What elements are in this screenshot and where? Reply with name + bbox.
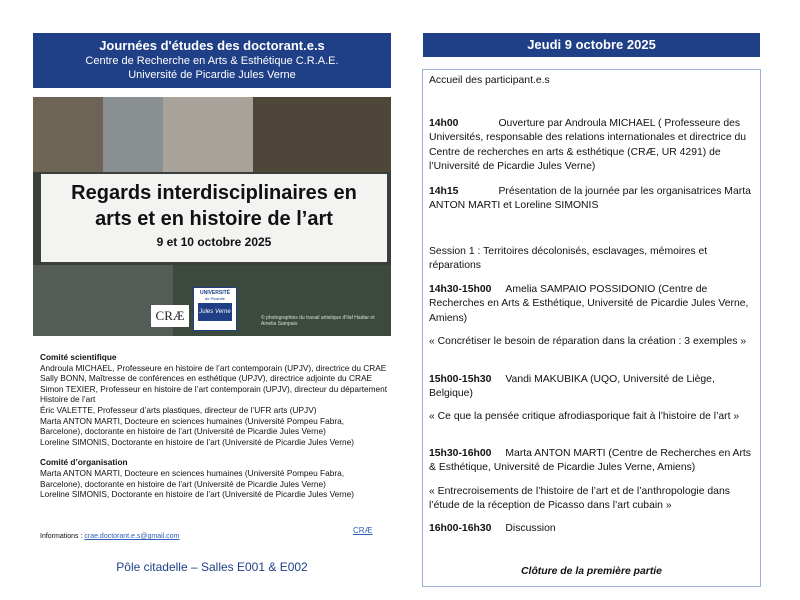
day-header: Jeudi 9 octobre 2025 <box>423 33 760 57</box>
committees <box>40 352 388 500</box>
closing-note: Clôture de la première partie <box>521 566 662 577</box>
contact-email-link[interactable]: crae.doctorant.e.s@gmail.com <box>84 533 180 540</box>
talk-speaker: Vandi MAKUBIKA (UQO, Université de Liège, Belgique) <box>429 374 715 400</box>
photo-fragment <box>103 97 163 172</box>
committee-member: Androula MICHAEL, Professeure en histoire de l’art contemporain (UPJV), directrice du CRAE <box>40 362 387 373</box>
committee-member: Loreline SIMONIS, Doctorante en histoire de l’art (Université de Picardie Jules Verne) <box>40 436 355 447</box>
venue: Pôle citadelle – Salles E001 & E002 <box>116 560 308 574</box>
banner-title-line2: arts et en histoire de l’art <box>95 208 333 230</box>
item-time: 14h00 <box>429 118 459 129</box>
crae-link[interactable]: CRÆ <box>353 526 373 535</box>
talk-title: « Entrecroisements de l’histoire de l’art et de l’anthropologie dans l’étude de la réception de Picasso dans l’art cubain » <box>429 486 730 512</box>
banner-title-line1: Regards interdisciplinaires en <box>71 182 357 204</box>
talk-time: 14h30-15h00 <box>429 284 492 295</box>
left-header <box>33 33 391 88</box>
committee-member: Loreline SIMONIS, Doctorante en histoire de l’art (Université de Picardie Jules Verne) <box>40 489 355 500</box>
committee-member: Éric VALETTE, Professeur d’arts plastiques, directeur de l’UFR arts (UPJV) <box>40 404 317 415</box>
item-time: 14h15 <box>429 186 459 197</box>
crae-logo: CRÆ <box>151 305 189 327</box>
discussion <box>429 522 753 536</box>
programme-item <box>429 185 753 214</box>
talk-speaker: Marta ANTON MARTI (Centre de Recherches en Arts & Esthétique, Université de Picardie Jules Verne, Amiens) <box>429 448 752 474</box>
discussion-text: Discussion <box>505 523 556 534</box>
info-label: Informations : <box>40 533 85 540</box>
item-text: Ouverture par Androula MICHAEL ( Professeure des Universités, responsable des relations internationales et directrice du Centre de recherches en arts & esthétique (CRÆ, UR 4291) de l’Université de Picardie Jules Verne) <box>429 118 747 173</box>
programme-item <box>429 117 753 175</box>
committee-member: Simon TEXIER, Professeur en histoire de l’art contemporain (UPJV), directeur du département Histoire de l’art <box>40 383 388 405</box>
talk-title: « Ce que la pensée critique afrodiasporique fait à l’histoire de l’art » <box>429 411 740 422</box>
discussion-time: 16h00-16h30 <box>429 523 492 534</box>
item-text: Présentation de la journée par les organisatrices Marta ANTON MARTI et Loreline SIMONIS <box>429 186 751 212</box>
contact-info <box>40 532 179 541</box>
session-title: Session 1 : Territoires décolonisés, esclavages, mémoires et réparations <box>429 246 708 272</box>
talk-title: « Concrétiser le besoin de réparation dans la création : 3 exemples » <box>429 336 747 347</box>
upjv-logo: UNIVERSITÉ de Picardie Jules Verne <box>193 287 237 331</box>
committee-member: Marta ANTON MARTI, Docteure en sciences humaines (Université Pompeu Fabra, Barcelone), doctorante en histoire de l’art (Université de Picardie Jules Verne) <box>40 467 345 489</box>
comite-organisation-heading: Comité d’organisation <box>40 457 128 468</box>
banner-title-panel <box>41 174 387 262</box>
talk-speaker: Amelia SAMPAIO POSSIDONIO (Centre de Recherches en Arts & Esthétique, Université de Picardie Jules Verne, Amiens) <box>429 284 749 324</box>
photo-fragment <box>163 97 253 172</box>
photo-fragment <box>253 97 391 172</box>
university-name: Université de Picardie Jules Verne <box>128 69 296 81</box>
talk-time: 15h30-16h00 <box>429 448 492 459</box>
talk-time: 15h00-15h30 <box>429 374 492 385</box>
committee-member: Sally BONN, Maîtresse de conférences en esthétique (UPJV), directrice adjointe du CRAE <box>40 373 373 384</box>
banner-dates: 9 et 10 octobre 2025 <box>156 235 272 249</box>
photo-credit: © photographies du travail artistique d'Ilaf Haidar et Amelia Sampaio <box>261 315 375 327</box>
programme-talk <box>429 447 753 476</box>
poster-banner <box>33 97 391 336</box>
photo-fragment <box>33 97 103 172</box>
lab-name: Centre de Recherche en Arts & Esthétique C.R.A.E. <box>85 55 339 67</box>
comite-scientifique-heading: Comité scientifique <box>40 352 117 362</box>
event-title: Journées d'études des doctorant.e.s <box>99 38 325 53</box>
committee-member: Marta ANTON MARTI, Docteure en sciences humaines (Université Pompeu Fabra, Barcelone), doctorante en histoire de l’art (Université de Picardie Jules Verne) <box>40 415 345 437</box>
programme-talk <box>429 283 753 326</box>
accueil: Accueil des participant.e.s <box>429 75 550 86</box>
programme-talk <box>429 373 753 402</box>
